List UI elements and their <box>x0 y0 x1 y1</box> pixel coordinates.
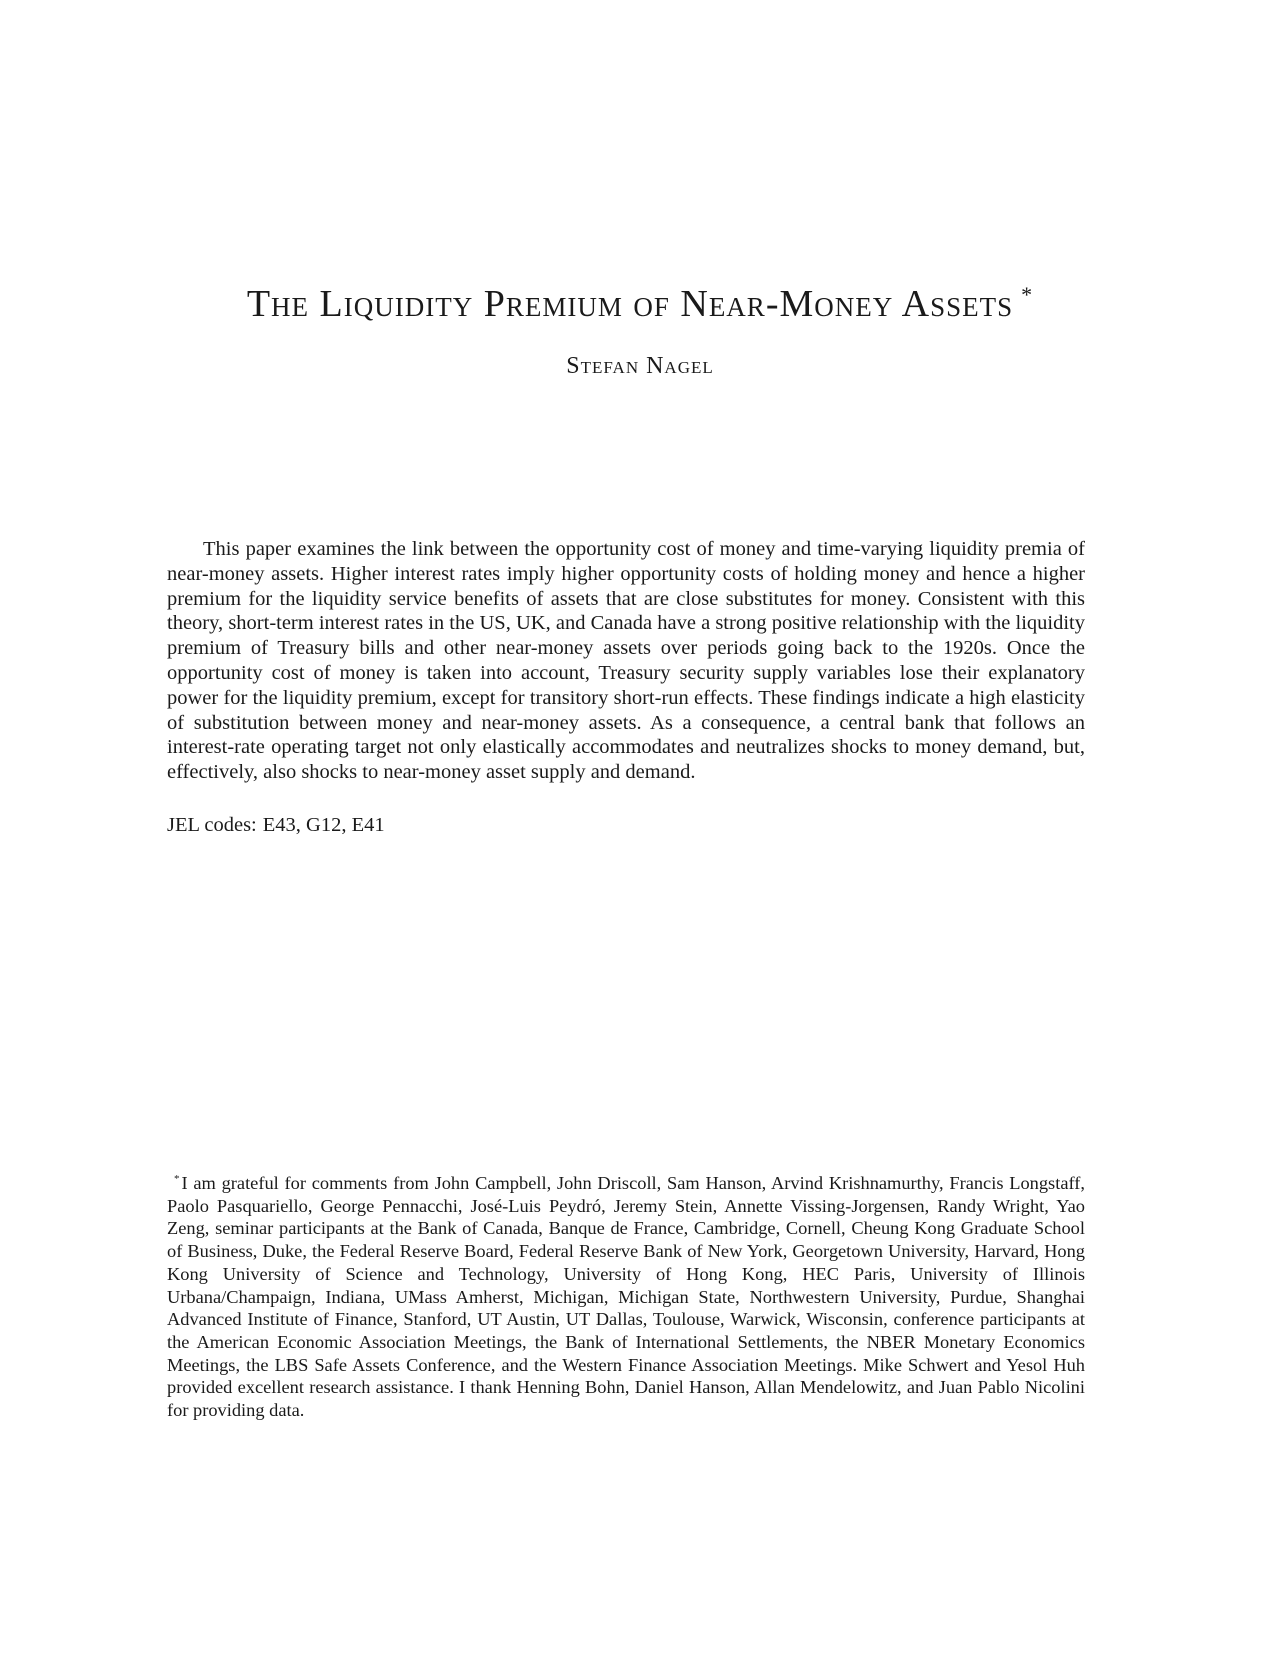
paper-title-text: The Liquidity Premium of Near-Money Assets <box>246 283 1014 325</box>
jel-codes-value: E43, G12, E41 <box>262 814 385 836</box>
footnote-text: I am grateful for comments from John Campbell, John Driscoll, Sam Hanson, Arvind Krishnamurthy, Francis Longstaff, Paolo Pasquariello, George Pennacchi, José-Luis Peydró, Jeremy Stein, Annette Vissing-Jorgensen, Randy Wright, Yao Zeng, seminar participants at the Bank of Canada, Banque de France, Cambridge, Cornell, Cheung Kong Graduate School of Business, Duke, the Federal Reserve Board, Federal Reserve Bank of New York, Georgetown University, Harvard, Hong Kong University of Science and Technology, University of Hong Kong, HEC Paris, University of Illinois Urbana/Champaign, Indiana, UMass Amherst, Michigan, Michigan State, Northwestern University, Purdue, Shanghai Advanced Institute of Finance, Stanford, UT Austin, UT Dallas, Toulouse, Warwick, Wisconsin, conference participants at the American Economic Association Meetings, the Bank of International Settlements, the NBER Monetary Economics Meetings, the LBS Safe Assets Conference, and the Western Finance Association Meetings. Mike Schwert and Yesol Huh provided excellent research assistance. I thank Henning Bohn, Daniel Hanson, Allan Mendelowitz, and Juan Pablo Nicolini for providing data. <box>167 1173 1085 1421</box>
title-footnote-marker: * <box>1021 282 1034 307</box>
abstract-text: This paper examines the link between the opportunity cost of money and time-varying liquidity premia of near-money assets. Higher interest rates imply higher opportunity costs of holding money and hence a higher premium for the liquidity service benefits of assets that are close substitutes for money. Consistent with this theory, short-term interest rates in the US, UK, and Canada have a strong positive relationship with the liquidity premium of Treasury bills and other near-money assets over periods going back to the 1920s. Once the opportunity cost of money is taken into account, Treasury security supply variables lose their explanatory power for the liquidity premium, except for transitory short-run effects. These findings indicate a high elasticity of substitution between money and near-money assets. As a consequence, a central bank that follows an interest-rate operating target not only elastically accommodates and neutralizes shocks to money demand, but, effectively, also shocks to near-money asset supply and demand. <box>167 538 1085 784</box>
jel-codes-line <box>167 812 385 838</box>
author-name: Stefan Nagel <box>566 353 714 379</box>
acknowledgements-footnote <box>167 1168 1085 1422</box>
footnote-marker: * <box>174 1173 180 1185</box>
paper-title <box>0 270 1280 329</box>
jel-codes-label: JEL codes: <box>167 814 257 836</box>
